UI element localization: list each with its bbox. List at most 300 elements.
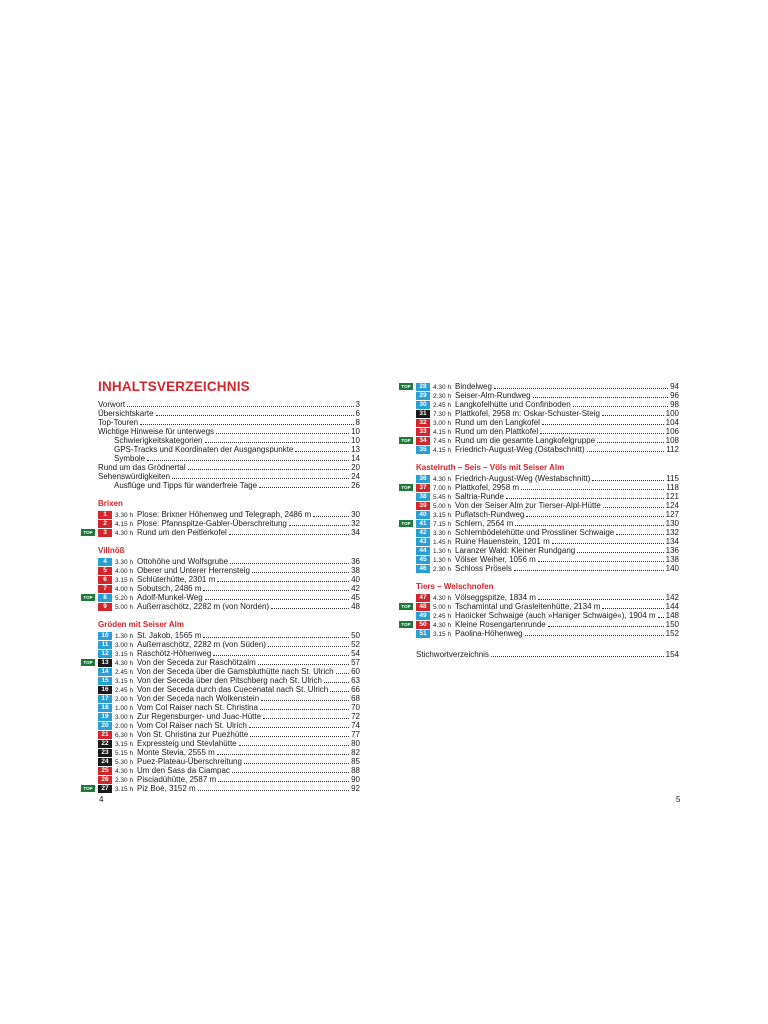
- tour-entry[interactable]: [401, 382, 679, 391]
- tour-title: Rund um den Plattkofel: [455, 427, 539, 436]
- entry-title: Schwierigkeitskategorien: [114, 436, 203, 445]
- page-number-left: 4: [99, 795, 104, 804]
- tour-entry[interactable]: [98, 775, 360, 784]
- tour-number-badge: 23: [98, 749, 112, 757]
- section-title: Gröden mit Seiser Alm: [98, 620, 184, 629]
- tour-entry[interactable]: [98, 676, 360, 685]
- dot-leader: [491, 650, 664, 657]
- tour-title: Friedrich-August-Weg (Westabschnitt): [455, 474, 591, 483]
- tour-number-badge: 30: [416, 401, 430, 409]
- tour-title: Rund um die gesamte Langkofelgruppe: [455, 436, 596, 445]
- tour-duration: 2.00 h: [115, 696, 134, 703]
- tour-page: 54: [351, 649, 360, 658]
- top-badge: TOP: [399, 484, 413, 491]
- tour-number-badge: 15: [98, 677, 112, 685]
- tour-title: Von der Seiser Alm zur Tierser-Alpl-Hütte: [455, 501, 601, 510]
- tour-number-badge: 38: [416, 493, 430, 501]
- tour-duration: 2.30 h: [433, 566, 452, 573]
- tour-entry[interactable]: [98, 575, 360, 584]
- tour-title: Plose: Brixner Höhenweg und Telegraph, 2486 m: [137, 510, 312, 519]
- tour-number-badge: 6: [98, 576, 112, 584]
- tour-page: 108: [665, 436, 679, 445]
- tour-number-badge: 19: [98, 713, 112, 721]
- entry-title: Top-Touren: [98, 418, 139, 427]
- tour-entry[interactable]: [98, 694, 360, 703]
- dot-leader: [336, 667, 350, 674]
- entry-page: 24: [351, 472, 360, 481]
- toc-entry[interactable]: [98, 481, 360, 490]
- tour-entry[interactable]: [416, 593, 679, 602]
- tour-title: Expressteig und Stevlahütte: [137, 739, 237, 748]
- tour-page: 134: [665, 537, 679, 546]
- tour-page: 45: [351, 593, 360, 602]
- tour-duration: 2.30 h: [433, 393, 452, 400]
- toc-entry[interactable]: [98, 472, 360, 481]
- left-column: [83, 400, 360, 793]
- dot-leader: [538, 593, 664, 600]
- tour-duration: 7.15 h: [433, 521, 452, 528]
- tour-page: 85: [351, 757, 360, 766]
- left-sections: [83, 499, 360, 793]
- tour-entry[interactable]: [416, 629, 679, 638]
- tour-entry[interactable]: [83, 528, 360, 537]
- tour-entry[interactable]: [98, 649, 360, 658]
- tour-entry[interactable]: [416, 418, 679, 427]
- tour-page: 130: [665, 519, 679, 528]
- tour-title: St. Jakob, 1565 m: [137, 631, 202, 640]
- tour-duration: 1.45 h: [433, 539, 452, 546]
- dot-leader: [218, 775, 349, 782]
- tour-title: Plose: Pfannspitze-Gabler-Überschreitung: [137, 519, 287, 528]
- tour-duration: 3.30 h: [115, 512, 134, 519]
- tour-number-badge: 44: [416, 547, 430, 555]
- tour-number-badge: 33: [416, 428, 430, 436]
- tour-entry[interactable]: [416, 528, 679, 537]
- tour-duration: 4.30 h: [433, 476, 452, 483]
- tour-duration: 2.45 h: [433, 402, 452, 409]
- top-badge: TOP: [81, 785, 95, 792]
- tour-page: 96: [670, 391, 679, 400]
- tour-duration: 1.30 h: [433, 557, 452, 564]
- right-top-tour-list: [401, 382, 679, 454]
- tour-page: 142: [665, 593, 679, 602]
- section-title: Tiers – Welschnofen: [416, 582, 494, 591]
- entry-page: 8: [355, 418, 360, 427]
- tour-duration: 3.15 h: [115, 741, 134, 748]
- tour-number-badge: 27: [98, 785, 112, 793]
- tour-page: 88: [351, 766, 360, 775]
- tour-number-badge: 49: [416, 612, 430, 620]
- tour-number-badge: 34: [416, 437, 430, 445]
- tour-entry[interactable]: [83, 658, 360, 667]
- dot-leader: [198, 784, 349, 791]
- tour-number-badge: 22: [98, 740, 112, 748]
- dot-leader: [602, 409, 664, 416]
- tour-duration: 3.30 h: [115, 559, 134, 566]
- dot-leader: [597, 436, 664, 443]
- tour-entry[interactable]: [416, 555, 679, 564]
- top-badge: TOP: [81, 529, 95, 536]
- dot-leader: [172, 472, 349, 479]
- tour-title: Puez-Plateau-Überschreitung: [137, 757, 242, 766]
- tour-number-badge: 5: [98, 567, 112, 575]
- dot-leader: [515, 519, 663, 526]
- dot-leader: [313, 510, 349, 517]
- front-matter-list: [98, 400, 360, 490]
- tour-duration: 5.45 h: [433, 494, 452, 501]
- tour-number-badge: 9: [98, 603, 112, 611]
- tour-duration: 1.30 h: [433, 548, 452, 555]
- tour-number-badge: 24: [98, 758, 112, 766]
- tour-page: 150: [665, 620, 679, 629]
- dot-leader: [217, 748, 349, 755]
- tour-entry[interactable]: [98, 757, 360, 766]
- tour-entry[interactable]: [98, 748, 360, 757]
- tour-entry[interactable]: [416, 391, 679, 400]
- dot-leader: [271, 602, 349, 609]
- tour-entry[interactable]: [98, 631, 360, 640]
- tour-duration: 3.15 h: [115, 786, 134, 793]
- tour-page: 144: [665, 602, 679, 611]
- tour-duration: 4.30 h: [433, 384, 452, 391]
- tour-duration: 4.30 h: [433, 622, 452, 629]
- tour-title: Um den Sass da Ciampac: [137, 766, 230, 775]
- page-number-right: 5: [676, 795, 681, 804]
- tour-duration: 5.20 h: [115, 595, 134, 602]
- tour-duration: 7.30 h: [433, 411, 452, 418]
- tour-number-badge: 13: [98, 659, 112, 667]
- tour-number-badge: 45: [416, 556, 430, 564]
- dot-leader: [533, 391, 669, 398]
- section-title: Kastelruth – Seis – Völs mit Seiser Alm: [416, 463, 565, 472]
- tour-title: Völser Weiher, 1056 m: [455, 555, 536, 564]
- dot-leader: [205, 436, 350, 443]
- tour-entry[interactable]: [98, 685, 360, 694]
- entry-title: Wichtige Hinweise für unterwegs: [98, 427, 215, 436]
- tour-number-badge: 17: [98, 695, 112, 703]
- top-badge: TOP: [81, 659, 95, 666]
- tour-number-badge: 48: [416, 603, 430, 611]
- dot-leader: [260, 703, 349, 710]
- tour-title: Rund um den Peitlerkofel: [137, 528, 227, 537]
- tour-entry[interactable]: [98, 712, 360, 721]
- tour-number-badge: 14: [98, 668, 112, 676]
- tour-duration: 5.30 h: [115, 759, 134, 766]
- tour-number-badge: 47: [416, 594, 430, 602]
- toc-entry[interactable]: [416, 650, 679, 659]
- dot-leader: [244, 757, 349, 764]
- section-title: Villnöß: [98, 546, 125, 555]
- tour-entry[interactable]: [83, 593, 360, 602]
- dot-leader: [140, 418, 354, 425]
- entry-page: 10: [351, 427, 360, 436]
- tour-entry[interactable]: [98, 602, 360, 611]
- tour-number-badge: 4: [98, 558, 112, 566]
- tour-number-badge: 39: [416, 502, 430, 510]
- tour-title: Bindelweg: [455, 382, 492, 391]
- top-badge: TOP: [81, 594, 95, 601]
- tour-duration: 3.15 h: [115, 678, 134, 685]
- tour-duration: 1.30 h: [115, 633, 134, 640]
- tour-entry[interactable]: [416, 427, 679, 436]
- tour-number-badge: 32: [416, 419, 430, 427]
- dot-leader: [261, 694, 349, 701]
- tour-number-badge: 8: [98, 594, 112, 602]
- tour-title: Hanicker Schwaige (auch »Haniger Schwaige«), 1904 m: [455, 611, 656, 620]
- dot-leader: [268, 640, 349, 647]
- tour-entry[interactable]: [98, 557, 360, 566]
- top-badge: TOP: [399, 621, 413, 628]
- top-badge: TOP: [399, 520, 413, 527]
- toc-entry[interactable]: [98, 463, 360, 472]
- tour-duration: 3.00 h: [433, 420, 452, 427]
- tour-title: Puflatsch-Rundweg: [455, 510, 525, 519]
- dot-leader: [239, 739, 349, 746]
- dot-leader: [213, 649, 349, 656]
- tour-page: 121: [665, 492, 679, 501]
- tour-page: 136: [665, 546, 679, 555]
- tour-entry[interactable]: [98, 730, 360, 739]
- tour-duration: 4.00 h: [115, 586, 134, 593]
- tour-entry[interactable]: [401, 519, 679, 528]
- dot-leader: [188, 463, 349, 470]
- tour-page: 36: [351, 557, 360, 566]
- tour-duration: 4.00 h: [115, 568, 134, 575]
- tour-entry[interactable]: [98, 703, 360, 712]
- dot-leader: [525, 629, 664, 636]
- toc-entry[interactable]: [98, 418, 360, 427]
- tour-title: Außerraschötz, 2282 m (von Norden): [137, 602, 270, 611]
- tour-title: Von der Seceda über den Pitschberg nach St. Ulrich: [137, 676, 322, 685]
- toc-entry[interactable]: [98, 454, 360, 463]
- dot-leader: [217, 575, 349, 582]
- tour-entry[interactable]: [416, 492, 679, 501]
- tour-page: 148: [665, 611, 679, 620]
- tour-page: 132: [665, 528, 679, 537]
- dot-leader: [592, 474, 664, 481]
- tour-title: Oberer und Unterer Herrensteig: [137, 566, 250, 575]
- tour-page: 63: [351, 676, 360, 685]
- tour-page: 127: [665, 510, 679, 519]
- tour-entry[interactable]: [98, 739, 360, 748]
- tour-entry[interactable]: [98, 566, 360, 575]
- tour-duration: 2.45 h: [433, 613, 452, 620]
- tour-title: Von der Seceda nach Wolkenstein: [137, 694, 260, 703]
- tour-entry[interactable]: [416, 501, 679, 510]
- tour-duration: 1.00 h: [115, 705, 134, 712]
- tour-number-badge: 25: [98, 767, 112, 775]
- entry-title: Ausflüge und Tipps für wanderfreie Tage: [114, 481, 258, 490]
- tour-entry[interactable]: [98, 721, 360, 730]
- tour-entry[interactable]: [416, 474, 679, 483]
- tour-title: Paolina-Höhenweg: [455, 629, 523, 638]
- tour-number-badge: 29: [416, 392, 430, 400]
- tour-entry[interactable]: [401, 483, 679, 492]
- toc-entry[interactable]: [98, 445, 360, 454]
- toc-entry[interactable]: [98, 409, 360, 418]
- dot-leader: [330, 685, 349, 692]
- dot-leader: [229, 528, 349, 535]
- tour-entry[interactable]: [401, 602, 679, 611]
- tour-duration: 4.15 h: [433, 429, 452, 436]
- tour-entry[interactable]: [98, 584, 360, 593]
- dot-leader: [324, 676, 349, 683]
- tour-entry[interactable]: [98, 766, 360, 775]
- tour-entry[interactable]: [416, 510, 679, 519]
- dot-leader: [127, 400, 353, 407]
- entry-page: 10: [351, 436, 360, 445]
- toc-entry[interactable]: [98, 400, 360, 409]
- tour-page: 42: [351, 584, 360, 593]
- dot-leader: [203, 584, 349, 591]
- dot-leader: [252, 566, 349, 573]
- dot-leader: [602, 602, 663, 609]
- tour-page: 30: [351, 510, 360, 519]
- entry-title: Übersichtskarte: [98, 409, 154, 418]
- tour-page: 66: [351, 685, 360, 694]
- tour-title: Von der Seceda über die Gamsbluthütte nach St. Ulrich: [137, 667, 334, 676]
- tour-entry[interactable]: [416, 400, 679, 409]
- tour-page: 92: [351, 784, 360, 793]
- dot-leader: [156, 409, 354, 416]
- dot-leader: [577, 546, 663, 553]
- dot-leader: [548, 620, 664, 627]
- entry-page: 154: [665, 650, 679, 659]
- tour-number-badge: 36: [416, 475, 430, 483]
- tour-page: 68: [351, 694, 360, 703]
- dot-leader: [147, 454, 349, 461]
- tour-duration: 4.15 h: [115, 521, 134, 528]
- tour-number-badge: 12: [98, 650, 112, 658]
- tour-title: Piz Boè, 3152 m: [137, 784, 196, 793]
- tour-duration: 4.30 h: [115, 768, 134, 775]
- tour-title: Außerraschötz, 2282 m (von Süden): [137, 640, 266, 649]
- tour-entry[interactable]: [416, 537, 679, 546]
- toc-entry[interactable]: [98, 427, 360, 436]
- tour-entry[interactable]: [98, 640, 360, 649]
- tour-title: Schlüterhütte, 2301 m: [137, 575, 216, 584]
- tour-duration: 6.30 h: [115, 732, 134, 739]
- dot-leader: [250, 730, 349, 737]
- tour-entry[interactable]: [416, 546, 679, 555]
- tour-number-badge: 10: [98, 632, 112, 640]
- tour-title: Von der Seceda durch das Cuecenatal nach St. Ulrich: [137, 685, 329, 694]
- tour-entry[interactable]: [401, 620, 679, 629]
- entry-title: Sehenswürdigkeiten: [98, 472, 171, 481]
- tour-page: 112: [666, 445, 679, 454]
- tour-page: 124: [665, 501, 679, 510]
- tour-number-badge: 31: [416, 410, 430, 418]
- tour-title: Laranzer Wald: Kleiner Rundgang: [455, 546, 576, 555]
- dot-leader: [526, 510, 663, 517]
- tour-title: Friedrich-August-Weg (Ostabschnitt): [455, 445, 585, 454]
- toc-heading: INHALTSVERZEICHNIS: [98, 379, 250, 394]
- tour-page: 82: [351, 748, 360, 757]
- tour-entry[interactable]: [98, 667, 360, 676]
- tour-number-badge: 35: [416, 446, 430, 454]
- tour-title: Plattkofel, 2958 m: Oskar-Schuster-Steig: [455, 409, 600, 418]
- dot-leader: [230, 557, 349, 564]
- tour-title: Ottohöhe und Wolfsgrube: [137, 557, 229, 566]
- dot-leader: [658, 611, 664, 618]
- tour-duration: 4.30 h: [115, 660, 134, 667]
- tour-title: Vom Col Raiser nach St. Ulrich: [137, 721, 247, 730]
- tour-page: 72: [351, 712, 360, 721]
- entry-page: 13: [351, 445, 360, 454]
- tour-duration: 4.30 h: [115, 530, 134, 537]
- entry-page: 20: [351, 463, 360, 472]
- tour-title: Saltria-Runde: [455, 492, 504, 501]
- dot-leader: [203, 631, 349, 638]
- tour-entry[interactable]: [83, 784, 360, 793]
- tour-duration: 4.30 h: [433, 595, 452, 602]
- tour-page: 140: [665, 564, 679, 573]
- dot-leader: [540, 427, 663, 434]
- tour-duration: 3.30 h: [433, 530, 452, 537]
- tour-page: 100: [665, 409, 679, 418]
- tour-entry[interactable]: [416, 611, 679, 620]
- tour-title: Langkofelhütte und Confinboden: [455, 400, 571, 409]
- tour-page: 60: [351, 667, 360, 676]
- dot-leader: [216, 427, 349, 434]
- tour-page: 98: [670, 400, 679, 409]
- dot-leader: [205, 593, 349, 600]
- tour-title: Adolf-Munkel-Weg: [137, 593, 203, 602]
- top-badge: TOP: [399, 383, 413, 390]
- tour-page: 104: [665, 418, 679, 427]
- entry-page: 6: [355, 409, 360, 418]
- tour-duration: 2.45 h: [115, 669, 134, 676]
- dot-leader: [258, 658, 349, 665]
- tour-number-badge: 26: [98, 776, 112, 784]
- tour-entry[interactable]: [98, 510, 360, 519]
- tour-duration: 3.15 h: [433, 512, 452, 519]
- tour-page: 32: [351, 519, 360, 528]
- tour-duration: 5.00 h: [433, 604, 452, 611]
- entry-page: 3: [355, 400, 360, 409]
- tour-title: Raschötz-Höhenweg: [137, 649, 212, 658]
- tour-number-badge: 20: [98, 722, 112, 730]
- tour-duration: 7.00 h: [433, 485, 452, 492]
- tour-entry[interactable]: [416, 409, 679, 418]
- tour-page: 94: [670, 382, 679, 391]
- tour-entry[interactable]: [401, 436, 679, 445]
- tour-number-badge: 7: [98, 585, 112, 593]
- section-title: Brixen: [98, 499, 123, 508]
- tour-entry[interactable]: [416, 564, 679, 573]
- tour-title: Tschamintal und Grasleitenhütte, 2134 m: [455, 602, 601, 611]
- tour-duration: 3.15 h: [433, 631, 452, 638]
- tour-page: 118: [666, 483, 679, 492]
- dot-leader: [573, 400, 668, 407]
- tour-duration: 2.30 h: [115, 777, 134, 784]
- tour-entry[interactable]: [416, 445, 679, 454]
- tour-number-badge: 11: [98, 641, 112, 649]
- tour-page: 138: [665, 555, 679, 564]
- tour-entry[interactable]: [98, 519, 360, 528]
- tour-page: 52: [351, 640, 360, 649]
- tour-number-badge: 1: [98, 511, 112, 519]
- tour-title: Schloss Prösels: [455, 564, 512, 573]
- tour-number-badge: 51: [416, 630, 430, 638]
- tour-title: Schlern, 2564 m: [455, 519, 514, 528]
- tour-number-badge: 2: [98, 520, 112, 528]
- dot-leader: [249, 721, 349, 728]
- tour-page: 57: [351, 658, 360, 667]
- tour-duration: 4.15 h: [433, 447, 452, 454]
- toc-entry[interactable]: [98, 436, 360, 445]
- dot-leader: [552, 537, 664, 544]
